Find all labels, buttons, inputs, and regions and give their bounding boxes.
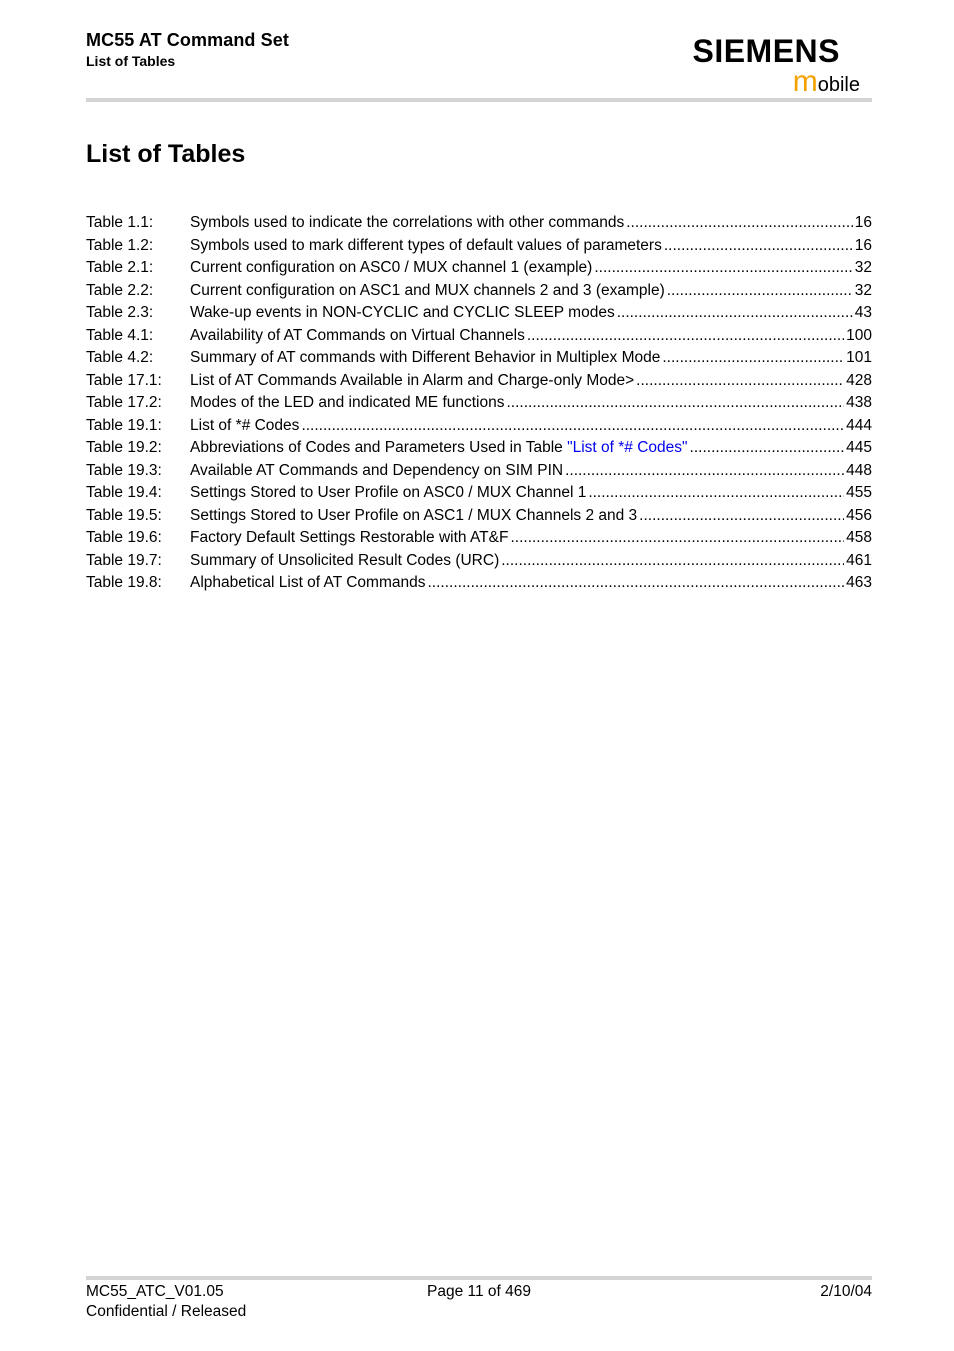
toc-entry-title bbox=[190, 370, 634, 393]
toc-entry-number: Table 17.2: bbox=[86, 394, 162, 411]
page-title: List of Tables bbox=[86, 140, 246, 168]
toc-entry-page: 456 bbox=[846, 506, 872, 524]
toc-entry-title-text: Modes of the LED and indicated ME functions bbox=[190, 394, 505, 411]
toc-entry-title-text: List of AT Commands Available in Alarm and Charge-only Mode> bbox=[190, 371, 635, 389]
siemens-mobile-logo bbox=[690, 33, 870, 98]
toc-entry-title bbox=[190, 212, 624, 235]
toc-entry-title bbox=[190, 482, 586, 505]
toc-entry-title-text: Settings Stored to User Profile on ASC1 / MUX Channels 2 and 3 bbox=[190, 506, 638, 524]
toc-entry[interactable] bbox=[86, 482, 872, 505]
logo-mobile bbox=[792, 65, 860, 98]
toc-dot-leader bbox=[617, 302, 853, 325]
toc-entry[interactable] bbox=[86, 235, 872, 258]
toc-entry-page: 16 bbox=[854, 214, 872, 231]
toc-dot-leader bbox=[428, 572, 845, 595]
toc-entry[interactable] bbox=[86, 257, 872, 280]
toc-entry-title bbox=[190, 437, 688, 460]
toc-entry-page: 32 bbox=[854, 259, 872, 276]
logo-mobile-rest: obile bbox=[817, 74, 860, 96]
toc-entry-number: Table 19.7: bbox=[86, 551, 162, 569]
toc-dot-leader bbox=[639, 505, 844, 528]
toc-entry-page: 461 bbox=[846, 551, 872, 569]
toc-entry-title bbox=[190, 550, 499, 573]
toc-entry-number: Table 19.4: bbox=[86, 484, 162, 501]
toc-dot-leader bbox=[501, 550, 844, 573]
toc-entry[interactable] bbox=[86, 325, 872, 348]
footer-date: 2/10/04 bbox=[820, 1283, 872, 1300]
toc-dot-leader bbox=[662, 347, 844, 370]
toc-entry-title-text: Abbreviations of Codes and Parameters Used in Table bbox=[190, 439, 568, 456]
logo-mobile-initial: m bbox=[792, 65, 818, 98]
toc-entry-number: Table 2.2: bbox=[86, 281, 154, 299]
footer-page-number: Page 11 of 469 bbox=[427, 1283, 531, 1300]
toc-entry-title-text: Symbols used to mark different types of default values of parameters bbox=[190, 236, 662, 254]
toc-entry-title bbox=[190, 392, 505, 415]
toc-entry[interactable] bbox=[86, 550, 872, 573]
toc-entry-number: Table 4.2: bbox=[86, 349, 154, 366]
toc-entry-title-text: Factory Default Settings Restorable with AT&F bbox=[190, 529, 509, 546]
toc-dot-leader bbox=[527, 325, 844, 348]
toc-entry-title bbox=[190, 302, 615, 325]
toc-entry-page: 32 bbox=[854, 281, 872, 299]
list-of-tables bbox=[86, 212, 872, 595]
toc-entry[interactable] bbox=[86, 437, 872, 460]
toc-entry-page: 438 bbox=[846, 394, 872, 411]
toc-entry-number: Table 4.1: bbox=[86, 326, 154, 344]
toc-dot-leader bbox=[507, 392, 845, 415]
toc-entry-number: Table 2.1: bbox=[86, 259, 154, 276]
toc-entry-page: 458 bbox=[846, 529, 872, 546]
toc-entry-title bbox=[190, 280, 665, 303]
logo-wordmark: SIEMENS bbox=[692, 33, 840, 69]
toc-entry[interactable] bbox=[86, 370, 872, 393]
toc-entry-title bbox=[190, 325, 525, 348]
toc-entry-page: 16 bbox=[854, 236, 872, 254]
toc-entry[interactable] bbox=[86, 527, 872, 550]
toc-entry[interactable] bbox=[86, 280, 872, 303]
toc-entry[interactable] bbox=[86, 460, 872, 483]
toc-entry-number: Table 19.5: bbox=[86, 506, 162, 524]
toc-entry-title-text: Current configuration on ASC0 / MUX channel 1 (example) bbox=[190, 259, 593, 276]
toc-dot-leader bbox=[301, 415, 844, 438]
toc-entry-title-text: List of *# Codes bbox=[190, 416, 300, 434]
toc-entry[interactable] bbox=[86, 505, 872, 528]
toc-entry-title bbox=[190, 347, 660, 370]
toc-entry-title-text: Availability of AT Commands on Virtual Channels bbox=[190, 326, 525, 344]
toc-entry-page: 100 bbox=[846, 326, 872, 344]
toc-entry-number: Table 2.3: bbox=[86, 304, 154, 321]
toc-entry-number: Table 1.2: bbox=[86, 236, 154, 254]
toc-entry-number: Table 19.2: bbox=[86, 439, 162, 456]
footer-doc-id: MC55_ATC_V01.05 bbox=[86, 1283, 224, 1300]
toc-entry-number: Table 19.3: bbox=[86, 461, 162, 479]
toc-entry-page: 428 bbox=[846, 371, 872, 389]
page-header bbox=[86, 28, 872, 102]
toc-entry-page: 448 bbox=[846, 461, 872, 479]
toc-entry[interactable] bbox=[86, 212, 872, 235]
toc-entry-number: Table 19.8: bbox=[86, 574, 162, 591]
toc-dot-leader bbox=[636, 370, 844, 393]
toc-entry-title-text: Symbols used to indicate the correlations with other commands bbox=[190, 214, 625, 231]
toc-entry-page: 455 bbox=[846, 484, 872, 501]
footer-divider bbox=[86, 1276, 872, 1280]
toc-dot-leader bbox=[626, 212, 853, 235]
toc-dot-leader bbox=[588, 482, 844, 505]
header-divider bbox=[86, 98, 872, 102]
toc-entry-title bbox=[190, 460, 563, 483]
toc-entry-number: Table 17.1: bbox=[86, 371, 162, 389]
toc-entry[interactable] bbox=[86, 302, 872, 325]
toc-entry[interactable] bbox=[86, 572, 872, 595]
toc-dot-leader bbox=[690, 437, 845, 460]
toc-entry-title-text: Summary of AT commands with Different Behavior in Multiplex Mode bbox=[190, 349, 661, 366]
toc-entry-title-text: Summary of Unsolicited Result Codes (URC) bbox=[190, 551, 500, 569]
toc-entry-title-text: Current configuration on ASC1 and MUX channels 2 and 3 (example) bbox=[190, 281, 665, 299]
toc-entry-number: Table 1.1: bbox=[86, 214, 154, 231]
toc-dot-leader bbox=[594, 257, 852, 280]
toc-entry[interactable] bbox=[86, 415, 872, 438]
toc-entry-title-text: Wake-up events in NON-CYCLIC and CYCLIC SLEEP modes bbox=[190, 304, 615, 321]
document-subtitle: List of Tables bbox=[86, 53, 176, 69]
toc-entry-page: 445 bbox=[846, 439, 872, 456]
footer-status: Confidential / Released bbox=[86, 1303, 247, 1320]
toc-entry-title-text: Settings Stored to User Profile on ASC0 / MUX Channel 1 bbox=[190, 484, 587, 501]
toc-entry-title bbox=[190, 527, 508, 550]
toc-entry-page: 101 bbox=[846, 349, 872, 366]
toc-entry-title bbox=[190, 235, 662, 258]
toc-entry-title bbox=[190, 505, 637, 528]
toc-dot-leader bbox=[667, 280, 853, 303]
toc-dot-leader bbox=[565, 460, 844, 483]
toc-entry-page: 463 bbox=[846, 574, 872, 591]
toc-entry-page: 444 bbox=[846, 416, 872, 434]
toc-entry-title bbox=[190, 415, 299, 438]
toc-entry-title bbox=[190, 257, 592, 280]
toc-entry-page: 43 bbox=[854, 304, 872, 321]
toc-entry-title bbox=[190, 572, 426, 595]
document-title: MC55 AT Command Set bbox=[86, 30, 289, 50]
toc-entry[interactable] bbox=[86, 347, 872, 370]
toc-entry-title-text: Available AT Commands and Dependency on SIM PIN bbox=[190, 461, 564, 479]
toc-entry-link[interactable]: "List of *# Codes" bbox=[567, 439, 688, 456]
toc-entry[interactable] bbox=[86, 392, 872, 415]
toc-entry-number: Table 19.6: bbox=[86, 529, 162, 546]
toc-entry-title-text: Alphabetical List of AT Commands bbox=[190, 574, 426, 591]
toc-dot-leader bbox=[664, 235, 853, 258]
toc-entry-number: Table 19.1: bbox=[86, 416, 162, 434]
toc-dot-leader bbox=[510, 527, 844, 550]
